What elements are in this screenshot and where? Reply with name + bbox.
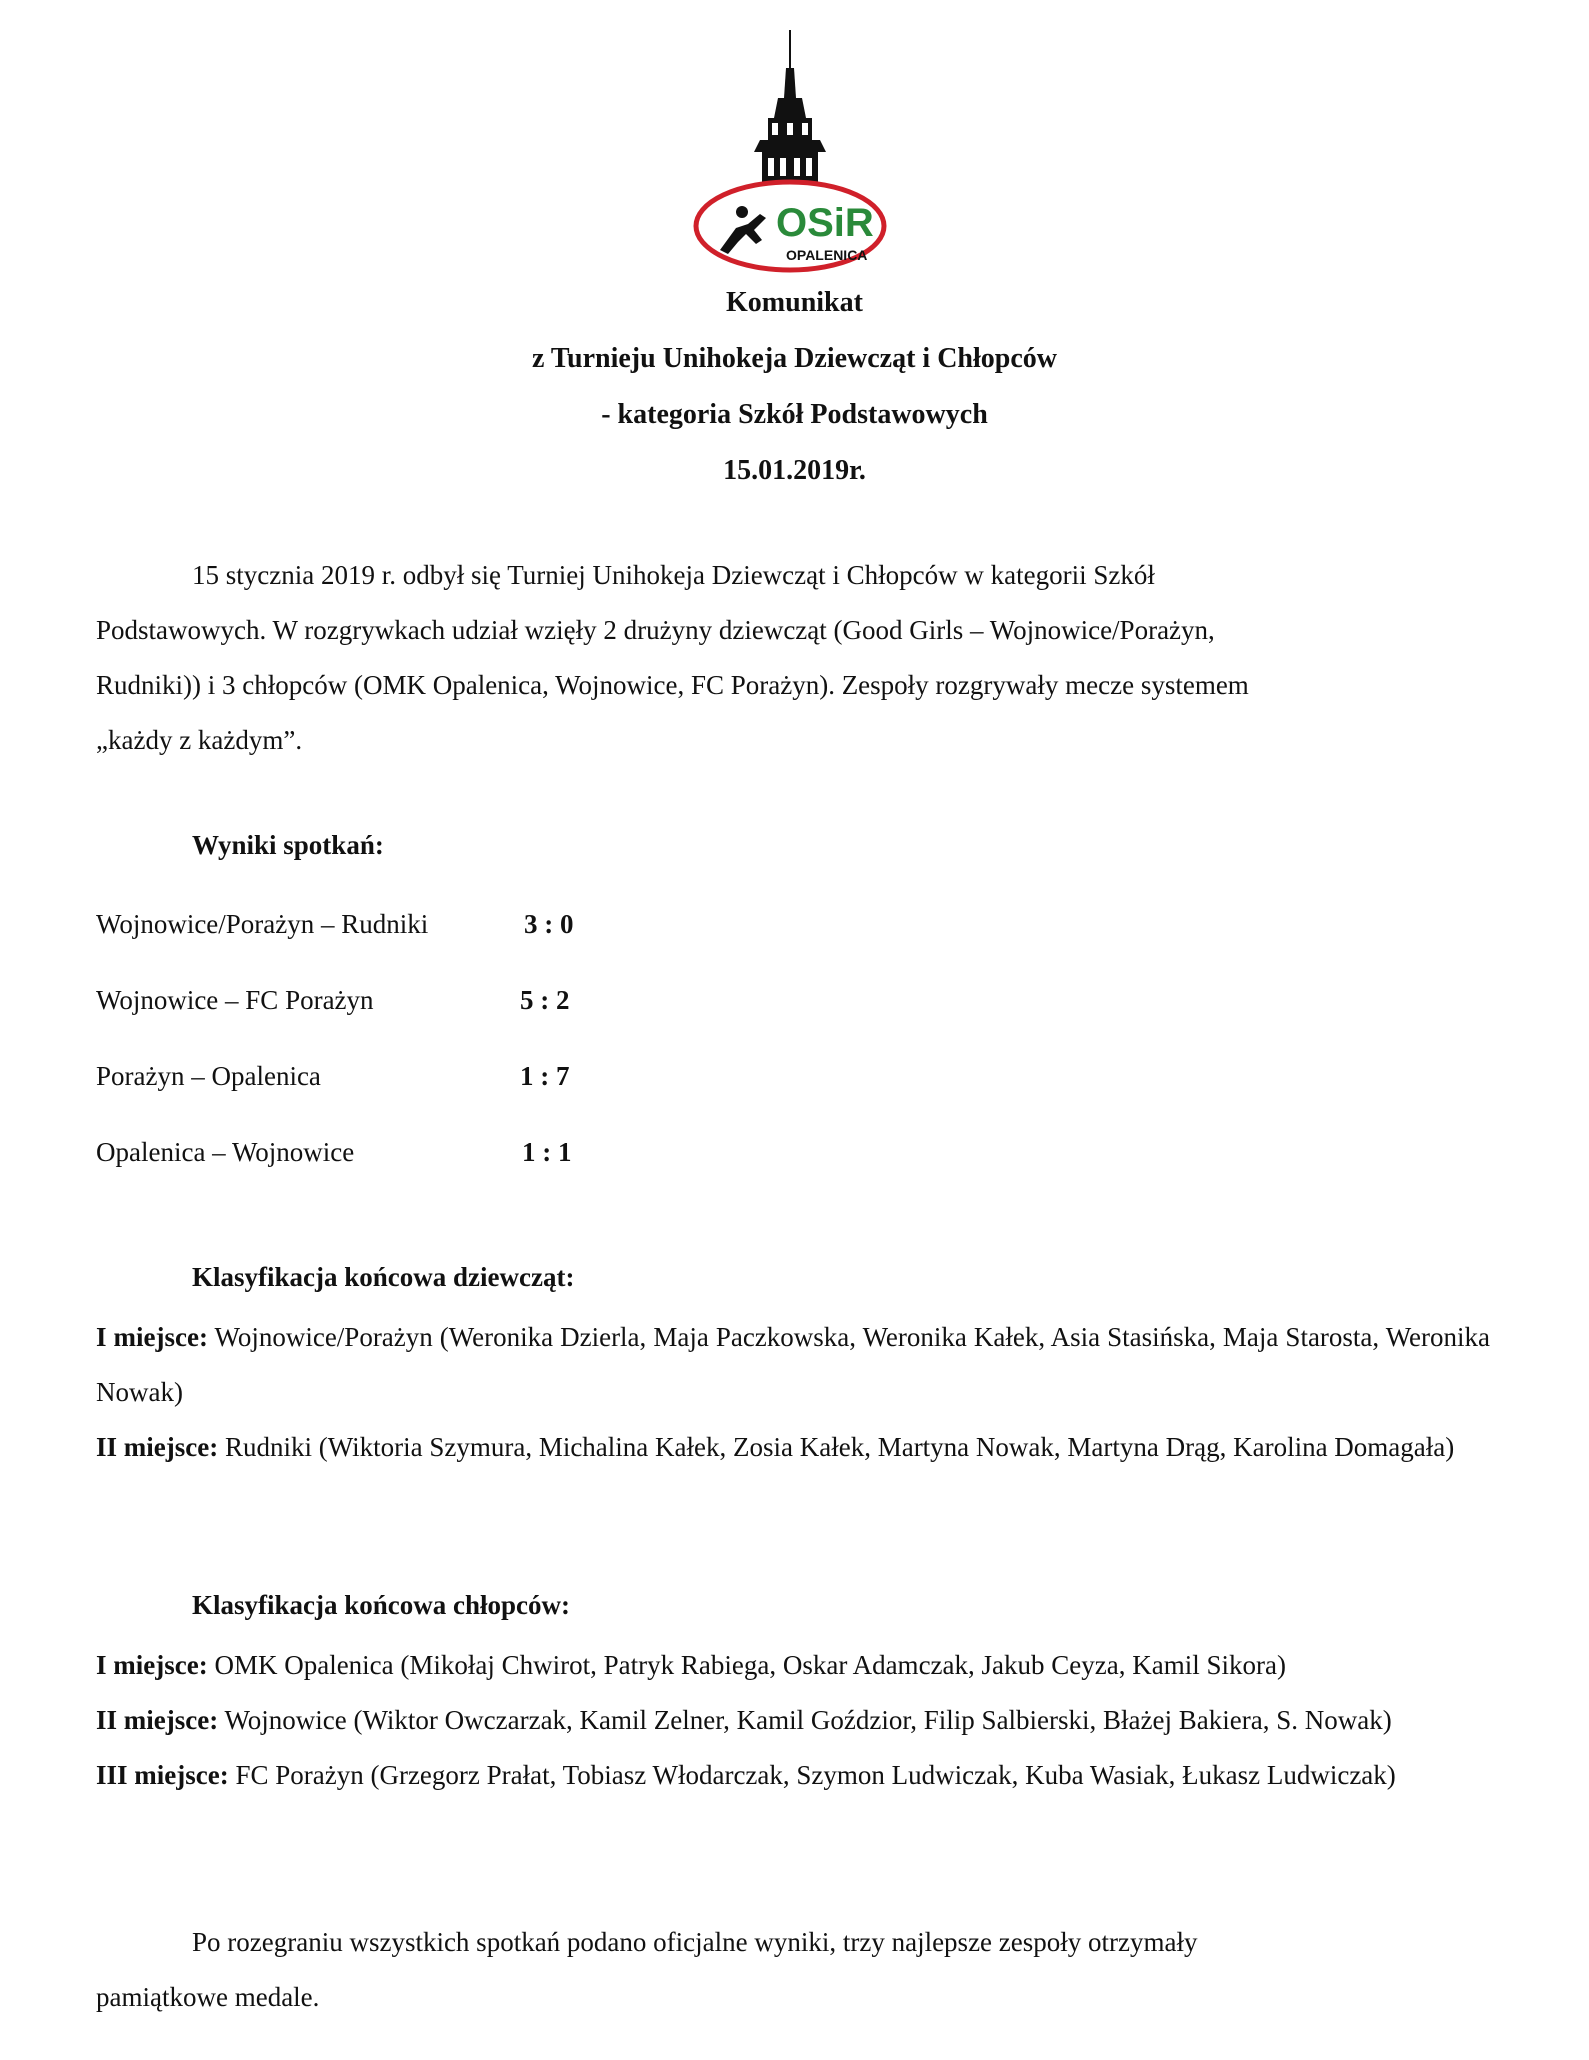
match-row <box>96 904 696 944</box>
heading-title: Komunikat <box>726 287 863 318</box>
closing-paragraph <box>96 1915 1490 2025</box>
classification-entry <box>96 1693 1490 1748</box>
match-teams: Opalenica – Wojnowice <box>96 1137 355 1167</box>
girls-classification <box>96 1310 1490 1475</box>
classification-entry <box>96 1420 1490 1475</box>
document-heading <box>0 275 1589 499</box>
match-row <box>96 980 696 1020</box>
intro-paragraph <box>96 548 1490 768</box>
classification-entry <box>96 1638 1490 1693</box>
place-label: II miejsce: <box>96 1705 219 1735</box>
team-roster: Wojnowice (Wiktor Owczarzak, Kamil Zelner, Kamil Goździor, Filip Salbierski, Błażej Bakiera, S. Nowak) <box>218 1705 1392 1735</box>
intro-line: Rudniki)) i 3 chłopców (OMK Opalenica, Wojnowice, FC Porażyn). Zespoły rozgrywały mecze systemem <box>96 670 1249 700</box>
closing-line: pamiątkowe medale. <box>96 1982 320 2012</box>
intro-line: 15 stycznia 2019 r. odbył się Turniej Unihokeja Dziewcząt i Chłopców w kategorii Szkół <box>192 560 1155 590</box>
heading-date: 15.01.2019r. <box>723 455 866 486</box>
team-roster: FC Porażyn (Grzegorz Prałat, Tobiasz Włodarczak, Szymon Ludwiczak, Kuba Wasiak, Łukasz Ludwiczak) <box>228 1760 1396 1790</box>
match-teams: Wojnowice/Porażyn – Rudniki <box>96 909 429 939</box>
closing-line: Po rozegraniu wszystkich spotkań podano oficjalne wyniki, trzy najlepsze zespoły otrzymały <box>192 1927 1198 1957</box>
match-score: 5 : 2 <box>520 985 570 1015</box>
match-row <box>96 1132 696 1172</box>
team-roster: Wojnowice/Porażyn (Weronika Dzierla, Maja Paczkowska, Weronika Kałek, Asia Stasińska, Maja Starosta, Weronika Nowak) <box>96 1322 1490 1407</box>
girls-classification-title: Klasyfikacja końcowa dziewcząt: <box>192 1262 575 1292</box>
place-label: III miejsce: <box>96 1760 229 1790</box>
osir-opalenica-logo <box>690 28 890 278</box>
logo-caption: OPALENICA <box>786 247 868 263</box>
boys-classification-title: Klasyfikacja końcowa chłopców: <box>192 1590 570 1620</box>
boys-classification <box>96 1638 1490 1803</box>
match-score: 3 : 0 <box>524 909 574 939</box>
match-teams: Porażyn – Opalenica <box>96 1061 321 1091</box>
team-roster: OMK Opalenica (Mikołaj Chwirot, Patryk Rabiega, Oskar Adamczak, Jakub Ceyza, Kamil Sikora) <box>207 1650 1286 1680</box>
classification-entry <box>96 1748 1490 1803</box>
heading-category: - kategoria Szkół Podstawowych <box>601 399 988 430</box>
heading-subtitle: z Turnieju Unihokeja Dziewcząt i Chłopców <box>532 343 1057 374</box>
logo-letters: OSiR <box>776 201 874 245</box>
place-label: I miejsce: <box>96 1322 208 1352</box>
place-label: I miejsce: <box>96 1650 208 1680</box>
match-score: 1 : 7 <box>520 1061 570 1091</box>
team-roster: Rudniki (Wiktoria Szymura, Michalina Kałek, Zosia Kałek, Martyna Nowak, Martyna Drąg, Karolina Domagała) <box>218 1432 1455 1462</box>
intro-line: „każdy z każdym”. <box>96 725 303 755</box>
intro-line: Podstawowych. W rozgrywkach udział wzięły 2 drużyny dziewcząt (Good Girls – Wojnowice/Porażyn, <box>96 615 1215 645</box>
place-label: II miejsce: <box>96 1432 219 1462</box>
classification-entry <box>96 1310 1490 1420</box>
match-teams: Wojnowice – FC Porażyn <box>96 985 374 1015</box>
results-title: Wyniki spotkań: <box>192 830 384 860</box>
match-row <box>96 1056 696 1096</box>
match-score: 1 : 1 <box>522 1137 572 1167</box>
